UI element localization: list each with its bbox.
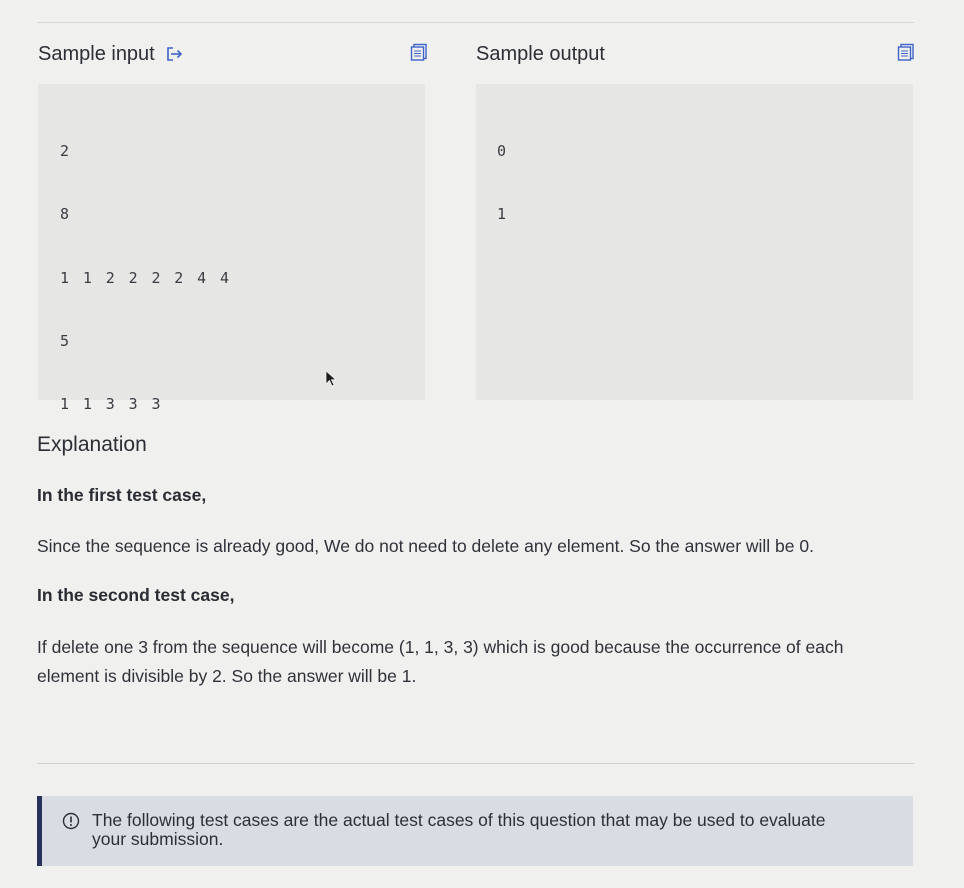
notice-text: The following test cases are the actual test cases of this question that may be used to evaluate your submission.: [92, 810, 826, 849]
copy-input-button[interactable]: [410, 43, 428, 61]
arrow-into-box-icon[interactable]: [165, 44, 185, 64]
sample-output-header: [476, 40, 605, 68]
sample-output-code[interactable]: [476, 84, 913, 400]
sample-input-code[interactable]: [38, 84, 425, 414]
case2-text: If delete one 3 from the sequence will become (1, 1, 3, 3) which is good because the occurrence of each element is divisible by 2. So the answer will be 1.: [37, 637, 844, 686]
sample-input-title: Sample input: [38, 42, 155, 65]
sample-input-header: [38, 40, 185, 68]
case1-text: Since the sequence is already good, We do not need to delete any element. So the answer will be 0.: [37, 536, 814, 556]
code-line: 1 1 2 2 2 2 4 4: [60, 268, 232, 287]
code-line: 5: [60, 331, 72, 350]
mouse-pointer-icon: [325, 370, 339, 388]
info-circle-icon: [62, 812, 80, 830]
case1-heading: In the first test case,: [37, 485, 207, 505]
copy-icon: [897, 43, 915, 61]
section-divider: [37, 763, 914, 764]
code-line: 2: [60, 142, 72, 160]
sample-output-title: Sample output: [476, 42, 605, 65]
copy-output-button[interactable]: [897, 43, 915, 61]
test-cases-notice: [37, 796, 913, 866]
top-divider: [37, 22, 914, 23]
case2-heading: In the second test case,: [37, 585, 235, 605]
code-line: 0: [497, 142, 507, 160]
explanation-heading: Explanation: [37, 433, 147, 456]
code-line: 1: [497, 205, 507, 224]
code-line: 1 1 3 3 3: [60, 395, 163, 414]
code-line: 8: [60, 205, 72, 224]
copy-icon: [410, 43, 428, 61]
